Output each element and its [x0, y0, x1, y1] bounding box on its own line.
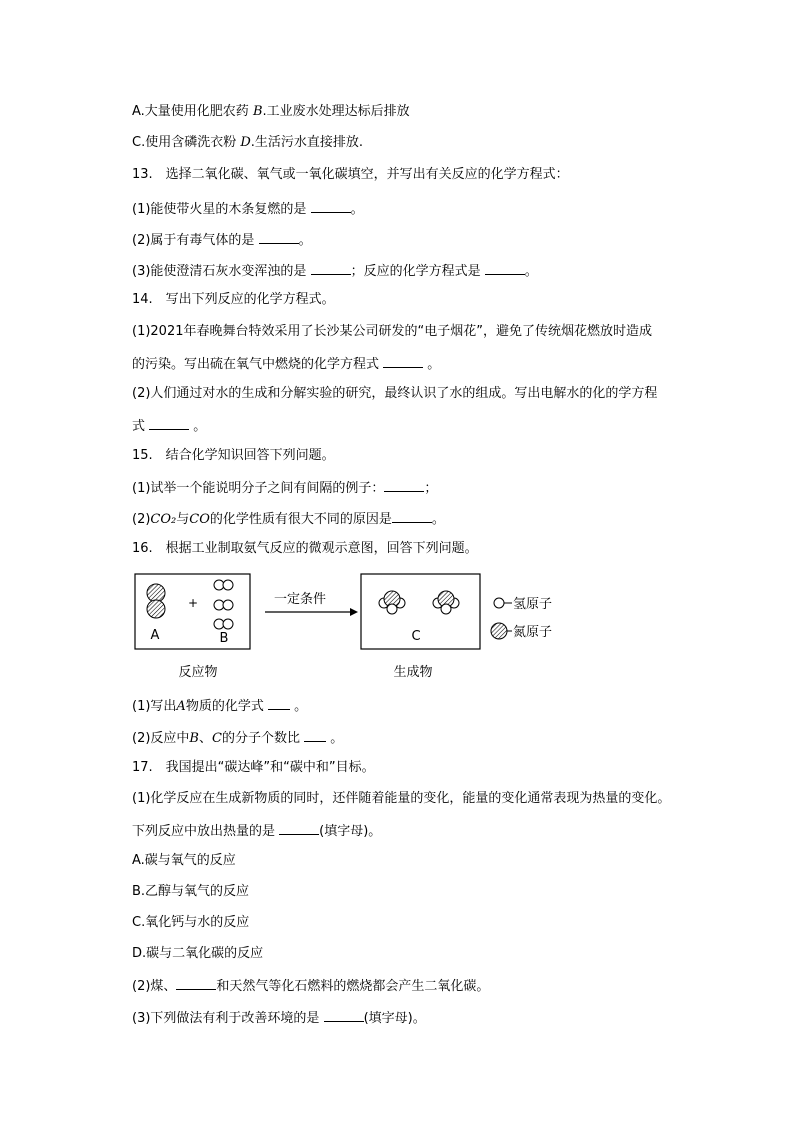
question-17-part-1-cont: 下列反应中放出热量的是 (填字母)。: [132, 821, 381, 841]
reaction-diagram-svg: [132, 572, 592, 684]
answer-blank[interactable]: [383, 354, 423, 368]
option-b: B.乙醇与氧气的反应: [132, 884, 250, 899]
question-14-part-2: (2)人们通过对水的生成和分解实验的研究，最终认识了水的组成。写出电解水的化的学方程: [132, 386, 658, 401]
arrow-head-icon: [350, 608, 358, 616]
question-15: 15. 结合化学知识回答下列问题。: [132, 448, 335, 463]
hydrogen-legend-icon: [494, 598, 504, 608]
question-16-part-1: (1)写出A物质的化学式 。: [132, 696, 307, 716]
question-13-part-1: (1)能使带火星的木条复燃的是 。: [132, 199, 364, 219]
question-15-part-1: (1)试举一个能说明分子之间有间隔的例子： ；: [132, 478, 437, 498]
plus-sign: +: [187, 596, 199, 610]
question-17: 17. 我国提出“碳达峰”和“碳中和”目标。: [132, 760, 375, 775]
question-17-part-1: (1)化学反应在生成新物质的同时，还伴随着能量的变化，能量的变化通常表现为热量的变化。: [132, 791, 671, 806]
question-14-part-2-cont: 式 。: [132, 416, 206, 436]
question-14: 14. 写出下列反应的化学方程式。: [132, 292, 335, 307]
answer-blank[interactable]: [176, 976, 216, 990]
answer-blank[interactable]: [279, 821, 319, 835]
option-line-cd: C.使用含磷洗衣粉 D.生活污水直接排放.: [132, 135, 364, 150]
option-line-ab: A.大量使用化肥农药 B.工业废水处理达标后排放: [132, 104, 410, 119]
hydrogen-atom-icon: [223, 580, 233, 590]
question-17-part-3: (3)下列做法有利于改善环境的是 (填字母)。: [132, 1008, 426, 1028]
question-16-part-2: (2)反应中B、C的分子个数比 。: [132, 728, 343, 748]
label-c: C: [411, 629, 421, 644]
reaction-condition: 一定条件: [273, 592, 327, 607]
question-16: 16. 根据工业制取氨气反应的微观示意图，回答下列问题。: [132, 541, 478, 556]
nitrogen-atom-icon: [147, 600, 165, 618]
question-13-part-3: (3)能使澄清石灰水变浑浊的是 ；反应的化学方程式是 。: [132, 261, 538, 281]
answer-blank[interactable]: [149, 416, 189, 430]
answer-blank[interactable]: [259, 230, 299, 244]
question-14-part-1-cont: 的污染。写出硫在氧气中燃烧的化学方程式 。: [132, 354, 440, 374]
caption-reactants: 反应物: [178, 665, 218, 680]
answer-blank[interactable]: [485, 261, 525, 275]
answer-blank[interactable]: [384, 478, 424, 492]
option-a: A.碳与氧气的反应: [132, 853, 236, 868]
answer-blank[interactable]: [324, 1008, 364, 1022]
reaction-diagram: [132, 572, 592, 684]
legend-nitrogen: 氮原子: [513, 625, 553, 640]
hydrogen-atom-icon: [387, 604, 397, 614]
answer-blank[interactable]: [304, 728, 326, 742]
nitrogen-atom-icon: [147, 584, 165, 602]
question-17-part-2: (2)煤、 和天然气等化石燃料的燃烧都会产生二氧化碳。: [132, 976, 489, 996]
option-d: D.碳与二氧化碳的反应: [132, 946, 264, 961]
caption-products: 生成物: [393, 665, 433, 680]
label-a: A: [150, 628, 160, 643]
hydrogen-atom-icon: [441, 604, 451, 614]
hydrogen-atom-icon: [223, 600, 233, 610]
question-14-part-1: (1)2021年春晚舞台特效采用了长沙某公司研发的“电子烟花”，避免了传统烟花燃放时造成: [132, 324, 652, 339]
nitrogen-legend-icon: [491, 623, 507, 639]
hydrogen-atom-icon: [223, 619, 233, 629]
question-13-part-2: (2)属于有毒气体的是 。: [132, 230, 312, 250]
question-15-part-2: (2)CO₂与CO的化学性质有很大不同的原因是 。: [132, 509, 445, 529]
question-13: 13. 选择二氧化碳、氧气或一氧化碳填空，并写出有关反应的化学方程式：: [132, 167, 569, 182]
label-b: B: [219, 631, 229, 646]
answer-blank[interactable]: [392, 509, 432, 523]
legend-hydrogen: 氢原子: [513, 597, 553, 612]
answer-blank[interactable]: [268, 696, 290, 710]
option-c: C.氧化钙与水的反应: [132, 915, 250, 930]
answer-blank[interactable]: [311, 261, 351, 275]
answer-blank[interactable]: [311, 199, 351, 213]
